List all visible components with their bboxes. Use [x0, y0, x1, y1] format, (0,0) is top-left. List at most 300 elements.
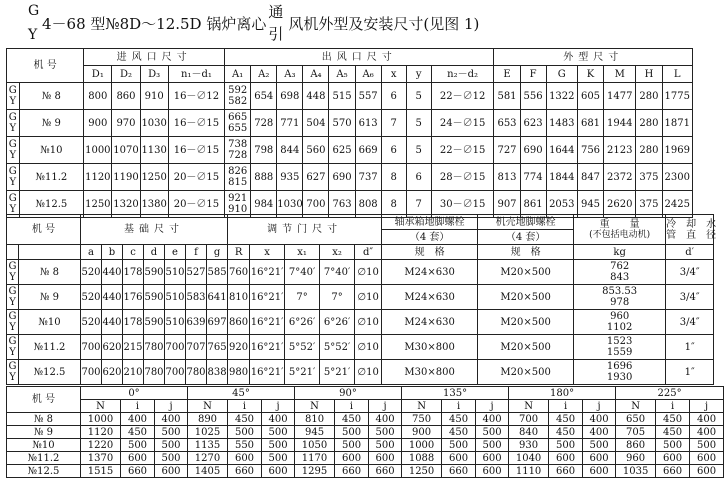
weight-value-top: 762	[610, 261, 630, 272]
value-cell: 6	[381, 83, 406, 110]
value-cell: 641	[207, 285, 228, 310]
table1-column-header	[7, 66, 693, 83]
value-cell: 1405	[188, 465, 228, 478]
value-cell: 450	[121, 426, 155, 439]
gy-g: G	[8, 286, 17, 297]
value-cell: 5°52′	[320, 335, 355, 360]
a1-cell	[225, 83, 251, 110]
column-header: e	[165, 245, 186, 260]
value-cell: 500	[155, 452, 188, 465]
value-cell: 280	[636, 83, 662, 110]
column-header: N	[616, 400, 656, 413]
model-cell: №11.2	[19, 335, 81, 360]
model-cell: №12.5	[19, 191, 84, 218]
a1-value-bottom: 728	[228, 150, 248, 161]
gy-g: G	[8, 311, 17, 322]
value-cell: 1322	[546, 83, 577, 110]
gy-y: Y	[9, 372, 16, 383]
value-cell: 504	[303, 110, 329, 137]
value-cell: 780	[186, 360, 207, 385]
base-group-header: 基础尺寸	[81, 215, 228, 245]
outline-group-header: 外型尺寸	[494, 49, 693, 66]
value-cell: 500	[155, 426, 188, 439]
column-header: j	[690, 400, 724, 413]
value-cell: 623	[520, 110, 546, 137]
column-header: A₅	[329, 66, 355, 83]
value-cell: 7°	[320, 285, 355, 310]
title-y: Y	[28, 27, 38, 43]
table-row	[7, 413, 724, 426]
value-cell: 20－∅15	[168, 191, 224, 218]
value-cell: 690	[329, 164, 355, 191]
column-header: D₁	[84, 66, 112, 83]
value-cell: 945	[295, 426, 335, 439]
value-cell: 1871	[662, 110, 693, 137]
value-cell: 500	[262, 439, 295, 452]
outlet-group-header: 出风口尺寸	[225, 49, 494, 66]
gy-g: G	[8, 261, 17, 272]
value-cell: 847	[577, 164, 603, 191]
value-cell: 1370	[81, 452, 121, 465]
model-cell: № 8	[7, 413, 81, 426]
value-cell: 583	[186, 285, 207, 310]
a1-value-top: 738	[228, 139, 248, 150]
title-g: G	[28, 3, 40, 19]
value-cell: 585	[207, 260, 228, 285]
gy-g: G	[8, 85, 17, 96]
value-cell: 16°21′	[250, 360, 285, 385]
value-cell: 510	[165, 310, 186, 335]
column-header: N	[509, 400, 549, 413]
value-cell: 756	[577, 137, 603, 164]
value-cell: 7	[406, 191, 431, 218]
value-cell: 6	[381, 137, 406, 164]
value-cell: 600	[583, 452, 616, 465]
model-cell: № 9	[19, 285, 81, 310]
angle-header: 225°	[616, 387, 724, 400]
gy-cell	[7, 83, 20, 110]
value-cell: 861	[520, 191, 546, 218]
angle-header: 0°	[81, 387, 188, 400]
a1-cell	[225, 137, 251, 164]
title-part2: 风机外型及安装尺寸(见图 1)	[288, 15, 480, 33]
value-cell: 930	[509, 439, 549, 452]
value-cell: 1000	[84, 137, 112, 164]
column-header: A₆	[355, 66, 381, 83]
value-cell: 605	[577, 83, 603, 110]
casing-spec-header: 规 格	[478, 245, 574, 260]
value-cell: 1035	[616, 465, 656, 478]
value-cell: 16－∅12	[168, 83, 224, 110]
value-cell: 697	[207, 310, 228, 335]
value-cell: 500	[369, 439, 402, 452]
column-header: x₂	[320, 245, 355, 260]
value-cell: 7°	[285, 285, 320, 310]
value-cell: 500	[549, 439, 583, 452]
weight-header	[574, 215, 666, 245]
value-cell: 1170	[295, 452, 335, 465]
value-cell: 900	[402, 426, 442, 439]
title-yin: 引	[268, 25, 284, 43]
gy-cell	[7, 310, 19, 335]
weight-cell	[574, 260, 666, 285]
value-cell: 8	[381, 191, 406, 218]
weight-cell	[574, 335, 666, 360]
value-cell: 727	[494, 137, 520, 164]
value-cell: 660	[228, 465, 262, 478]
value-cell: 1250	[140, 164, 168, 191]
weight-value-bottom: 978	[610, 297, 630, 308]
value-cell: 600	[228, 452, 262, 465]
value-cell: 653	[494, 110, 520, 137]
table-row	[7, 335, 714, 360]
column-header: j	[583, 400, 616, 413]
bearing-bolt-sets: （4 套）	[382, 230, 478, 245]
value-cell: 1295	[295, 465, 335, 478]
value-cell: 813	[494, 164, 520, 191]
value-cell: 510	[165, 260, 186, 285]
value-cell: 984	[251, 191, 277, 218]
weight-value-bottom: 1930	[606, 372, 633, 383]
cooling-pipe-cell: 3/4″	[666, 310, 714, 335]
value-cell: 860	[616, 439, 656, 452]
value-cell: 590	[144, 285, 165, 310]
column-header: H	[636, 66, 662, 83]
base-damper-bolt-table	[6, 214, 717, 385]
column-header: G	[546, 66, 577, 83]
column-header: i	[549, 400, 583, 413]
value-cell: 450	[335, 413, 369, 426]
value-cell: 500	[369, 426, 402, 439]
value-cell: 620	[102, 335, 123, 360]
value-cell: 520	[81, 260, 102, 285]
value-cell: 1050	[295, 439, 335, 452]
value-cell: 280	[636, 110, 662, 137]
table-row	[7, 426, 724, 439]
column-header: j	[476, 400, 509, 413]
value-cell: 16°21′	[250, 335, 285, 360]
value-cell: 450	[442, 413, 476, 426]
table3-angle-header	[7, 387, 724, 400]
column-header: A₄	[303, 66, 329, 83]
casing-bolt-sets: （4 套）	[478, 230, 574, 245]
value-cell: 515	[329, 83, 355, 110]
column-header: i	[442, 400, 476, 413]
value-cell: ∅10	[355, 335, 382, 360]
value-cell: 500	[583, 439, 616, 452]
value-cell: 800	[84, 83, 112, 110]
model-sub-gy	[7, 245, 19, 260]
value-cell: 1775	[662, 83, 693, 110]
model-cell: №12.5	[7, 465, 81, 478]
value-cell: 2300	[662, 164, 693, 191]
value-cell: 600	[656, 452, 690, 465]
weight-value-top: 960	[610, 311, 630, 322]
gy-cell	[7, 360, 19, 385]
column-header: F	[520, 66, 546, 83]
table2-group-header	[7, 215, 714, 230]
model-cell: №10	[19, 137, 84, 164]
value-cell: M24×630	[382, 260, 478, 285]
weight-value-top: 1696	[606, 361, 633, 372]
model-cell: № 9	[19, 110, 84, 137]
model-cell: №11.2	[7, 452, 81, 465]
table-row	[7, 285, 714, 310]
value-cell: 1944	[604, 110, 636, 137]
weight-value-top: 853.53	[602, 286, 638, 297]
table-row	[7, 465, 724, 478]
value-cell: 613	[355, 110, 381, 137]
value-cell: 500	[656, 439, 690, 452]
angle-header: 90°	[295, 387, 402, 400]
table-row	[7, 310, 714, 335]
value-cell: M30×800	[382, 360, 478, 385]
column-header: y	[406, 66, 431, 83]
value-cell: 681	[577, 110, 603, 137]
value-cell: 600	[583, 465, 616, 478]
value-cell: ∅10	[355, 285, 382, 310]
value-cell: 7°40′	[320, 260, 355, 285]
column-header: i	[228, 400, 262, 413]
model-header: 机 号	[7, 215, 81, 245]
weight-value-top: 1523	[606, 336, 633, 347]
value-cell: 600	[262, 465, 295, 478]
value-cell: M20×500	[478, 360, 574, 385]
value-cell: 960	[616, 452, 656, 465]
column-header: K	[577, 66, 603, 83]
value-cell: 1120	[84, 164, 112, 191]
column-header: j	[262, 400, 295, 413]
value-cell: 375	[636, 164, 662, 191]
column-header: L	[662, 66, 693, 83]
gy-cell	[7, 164, 20, 191]
value-cell: 500	[335, 426, 369, 439]
value-cell: 400	[583, 426, 616, 439]
weight-value-bottom: 843	[610, 272, 630, 283]
value-cell: 400	[476, 413, 509, 426]
value-cell: 450	[549, 426, 583, 439]
weight-cell	[574, 310, 666, 335]
value-cell: 500	[476, 439, 509, 452]
a1-value-top: 592	[228, 85, 248, 96]
column-header: x	[250, 245, 285, 260]
value-cell: 560	[303, 137, 329, 164]
value-cell: ∅10	[355, 360, 382, 385]
table-row	[7, 439, 724, 452]
gy-y: Y	[9, 347, 16, 358]
value-cell: 557	[355, 83, 381, 110]
value-cell: 440	[102, 285, 123, 310]
value-cell: 700	[165, 335, 186, 360]
column-header: A₁	[225, 66, 251, 83]
value-cell: 16°21′	[250, 260, 285, 285]
value-cell: 888	[251, 164, 277, 191]
gy-cell	[7, 335, 19, 360]
column-header: N	[188, 400, 228, 413]
gy-g: G	[8, 139, 17, 150]
value-cell: 1120	[81, 426, 121, 439]
value-cell: 765	[207, 335, 228, 360]
bearing-spec-header: 规 格	[382, 245, 478, 260]
value-cell: 448	[303, 83, 329, 110]
table-row	[7, 360, 714, 385]
value-cell: 935	[277, 164, 303, 191]
weight-unit-header: kg	[574, 245, 666, 260]
cooling-header	[666, 215, 717, 245]
model-cell: № 8	[19, 83, 84, 110]
a1-value-bottom: 655	[228, 123, 248, 134]
value-cell: 1040	[509, 452, 549, 465]
value-cell: 980	[228, 360, 250, 385]
value-cell: 7°40′	[285, 260, 320, 285]
gy-g: G	[8, 193, 17, 204]
value-cell: M20×500	[478, 260, 574, 285]
value-cell: 5°21′	[285, 360, 320, 385]
value-cell: 600	[549, 452, 583, 465]
gy-cell	[7, 137, 20, 164]
value-cell: 654	[251, 83, 277, 110]
value-cell: 1190	[112, 164, 140, 191]
value-cell: 24－∅15	[431, 110, 494, 137]
column-header: n₁－d₁	[168, 66, 224, 83]
value-cell: 590	[144, 310, 165, 335]
value-cell: 1250	[402, 465, 442, 478]
value-cell: 600	[690, 452, 724, 465]
value-cell: 1220	[81, 439, 121, 452]
weight-cell	[574, 285, 666, 310]
value-cell: 771	[277, 110, 303, 137]
table3-column-header	[7, 400, 724, 413]
value-cell: 5	[406, 110, 431, 137]
gy-y: Y	[9, 96, 17, 107]
value-cell: 280	[636, 137, 662, 164]
weight-cell	[574, 360, 666, 385]
value-cell: 700	[303, 191, 329, 218]
cooling-pipe-cell: 1″	[666, 360, 714, 385]
value-cell: 450	[549, 413, 583, 426]
value-cell: 763	[329, 191, 355, 218]
value-cell: 798	[251, 137, 277, 164]
value-cell: 808	[355, 191, 381, 218]
value-cell: 780	[144, 335, 165, 360]
value-cell: 625	[329, 137, 355, 164]
value-cell: 527	[186, 260, 207, 285]
gy-y: Y	[9, 204, 17, 215]
column-header: D₂	[112, 66, 140, 83]
casing-bolt-header: 机壳地脚螺栓	[478, 215, 574, 230]
value-cell: 450	[656, 426, 690, 439]
table-row	[7, 83, 693, 110]
title-part1: 4－68 型№8D～12.5D 锅炉离心	[42, 15, 267, 33]
value-cell: 590	[144, 260, 165, 285]
model-cell: № 9	[7, 426, 81, 439]
value-cell: 520	[81, 310, 102, 335]
value-cell: 2620	[604, 191, 636, 218]
value-cell: 700	[165, 360, 186, 385]
value-cell: 375	[636, 191, 662, 218]
title-gy-stack	[28, 2, 42, 46]
cooling-label: 冷 却 水	[666, 218, 717, 230]
value-cell: 669	[355, 137, 381, 164]
value-cell: 780	[144, 360, 165, 385]
value-cell: 400	[121, 413, 155, 426]
value-cell: M20×500	[478, 335, 574, 360]
gy-g: G	[8, 336, 17, 347]
cooling-pipe-cell: 1″	[666, 335, 714, 360]
value-cell: 700	[81, 360, 102, 385]
value-cell: 860	[112, 83, 140, 110]
value-cell: M30×800	[382, 335, 478, 360]
cooling-unit-header: d′	[666, 245, 714, 260]
value-cell: 737	[355, 164, 381, 191]
model-cell: № 8	[19, 260, 81, 285]
value-cell: 8	[381, 164, 406, 191]
value-cell: 6°26′	[320, 310, 355, 335]
title-tong: 通	[268, 3, 284, 21]
model-header: 机 号	[7, 49, 84, 83]
value-cell: 178	[123, 310, 144, 335]
value-cell: 600	[476, 465, 509, 478]
gy-cell	[7, 260, 19, 285]
value-cell: 660	[656, 465, 690, 478]
value-cell: 22－∅12	[431, 83, 494, 110]
value-cell: 600	[369, 452, 402, 465]
column-header: j	[155, 400, 188, 413]
value-cell: 760	[228, 260, 250, 285]
column-header: E	[494, 66, 520, 83]
value-cell: 1000	[402, 439, 442, 452]
value-cell: 1477	[604, 83, 636, 110]
value-cell: 1030	[277, 191, 303, 218]
value-cell: 30－∅15	[431, 191, 494, 218]
value-cell: 450	[228, 413, 262, 426]
value-cell: 400	[155, 413, 188, 426]
column-header: g	[207, 245, 228, 260]
a1-value-bottom: 582	[228, 96, 248, 107]
value-cell: 600	[442, 452, 476, 465]
value-cell: 20－∅15	[168, 164, 224, 191]
value-cell: 450	[656, 413, 690, 426]
gy-g: G	[8, 112, 17, 123]
value-cell: 400	[583, 413, 616, 426]
column-header: A₂	[251, 66, 277, 83]
value-cell: 16°21′	[250, 285, 285, 310]
value-cell: 400	[690, 426, 724, 439]
gy-y: Y	[9, 123, 17, 134]
column-header: i	[656, 400, 690, 413]
value-cell: 581	[494, 83, 520, 110]
value-cell: 900	[84, 110, 112, 137]
value-cell: 520	[81, 285, 102, 310]
value-cell: 500	[442, 439, 476, 452]
value-cell: 6	[406, 164, 431, 191]
inlet-outlet-outline-table	[6, 48, 693, 218]
value-cell: 660	[549, 465, 583, 478]
column-header: a	[81, 245, 102, 260]
value-cell: 500	[262, 426, 295, 439]
column-header: c	[123, 245, 144, 260]
column-header: M	[604, 66, 636, 83]
value-cell: 5	[406, 83, 431, 110]
value-cell: 550	[228, 439, 262, 452]
value-cell: 600	[335, 452, 369, 465]
value-cell: 28－∅15	[431, 164, 494, 191]
damper-group-header: 调节门尺寸	[228, 215, 382, 245]
value-cell: 1515	[81, 465, 121, 478]
value-cell: 860	[228, 310, 250, 335]
value-cell: 440	[102, 310, 123, 335]
value-cell: 2372	[604, 164, 636, 191]
